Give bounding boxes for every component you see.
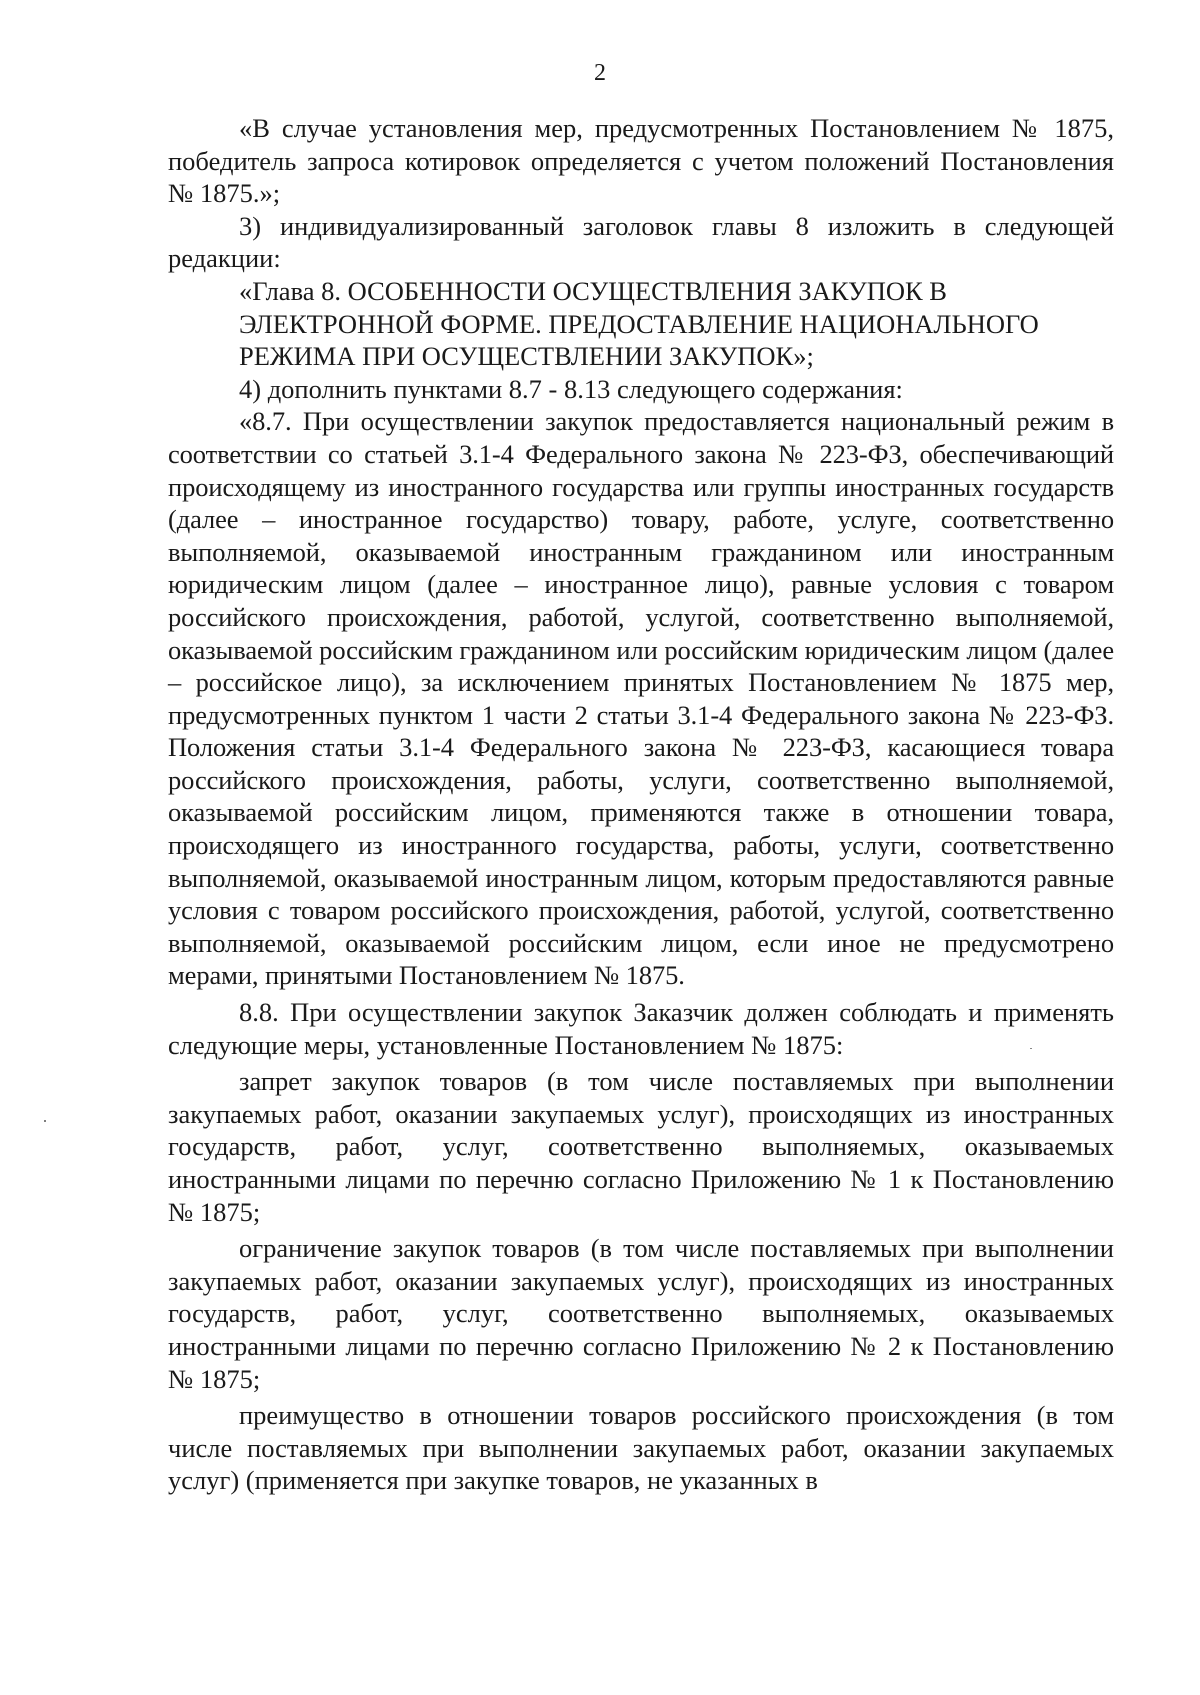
- scan-speck-right: [1030, 1048, 1032, 1049]
- document-body: [168, 112, 1114, 1497]
- paragraph-preference: преимущество в отношении товаров российского происхождения (в том числе поставляемых при выполнении закупаемых работ, оказании закупаемых услуг) (применяется при закупке товаров, не указанных в: [168, 1400, 1114, 1496]
- chapter-title-line-2: ЭЛЕКТРОННОЙ ФОРМЕ. ПРЕДОСТАВЛЕНИЕ НАЦИОНАЛЬНОГО: [239, 308, 1039, 339]
- paragraph-clause-8-8: 8.8. При осуществлении закупок Заказчик должен соблюдать и применять следующие меры, установленные Постановлением № 1875:: [168, 997, 1114, 1060]
- paragraph-restriction-list: ограничение закупок товаров (в том числе поставляемых при выполнении закупаемых работ, оказании закупаемых услуг), происходящих из иностранных государств, работ, услуг, соответственно выполняемых, оказываемых иностранными лицами по перечню согласно Приложению № 2 к Постановлению № 1875;: [168, 1233, 1114, 1394]
- paragraph-item-4: 4) дополнить пунктами 8.7 - 8.13 следующего содержания:: [239, 373, 903, 404]
- paragraph-ban-list: запрет закупок товаров (в том числе поставляемых при выполнении закупаемых работ, оказании закупаемых услуг), происходящих из иностранных государств, работ, услуг, соответственно выполняемых, оказываемых иностранными лицами по перечню согласно Приложению № 1 к Постановлению № 1875;: [168, 1066, 1114, 1227]
- chapter-title: [168, 275, 1114, 373]
- paragraph-clause-8-7: «8.7. При осуществлении закупок предоставляется национальный режим в соответствии со статьей 3.1-4 Федерального закона № 223-ФЗ, обеспечивающий происходящему из иностранного государства или группы иностранных государств (далее – иностранное государство) товару, работе, услуге, соответственно выполняемой, оказываемой иностранным гражданином или иностранным юридическим лицом (далее – иностранное лицо), равные условия с товаром российского происхождения, работой, услугой, соответственно выполняемой, оказываемой российским гражданином или российским юридическим лицом (далее – российское лицо), за исключением принятых Постановлением № 1875 мер, предусмотренных пунктом 1 части 2 статьи 3.1-4 Федерального закона № 223-ФЗ. Положения статьи 3.1-4 Федерального закона № 223-ФЗ, касающиеся товара российского происхождения, работы, услуги, соответственно выполняемой, оказываемой российским лицом, применяются также в отношении товара, происходящего из иностранного государства, работы, услуги, соответственно выполняемой, оказываемой иностранным лицом, которым предоставляются равные условия с товаром российского происхождения, работой, услугой, соответственно выполняемой, оказываемой российским лицом, если иное не предусмотрено мерами, принятыми Постановлением № 1875.: [168, 406, 1114, 991]
- paragraph-quote-closing: «В случае установления мер, предусмотренных Постановлением № 1875, победитель запроса котировок определяется с учетом положений Постановления № 1875.»;: [168, 113, 1114, 209]
- paragraph-item-3: 3) индивидуализированный заголовок главы 8 изложить в следующей редакции:: [168, 210, 1114, 274]
- chapter-title-line-3: РЕЖИМА ПРИ ОСУЩЕСТВЛЕНИИ ЗАКУПОК»;: [239, 341, 814, 372]
- scan-speck-left: [44, 1120, 46, 1122]
- page-number: 2: [594, 60, 606, 86]
- chapter-title-line-1: «Глава 8. ОСОБЕННОСТИ ОСУЩЕСТВЛЕНИЯ ЗАКУПОК В: [239, 275, 947, 306]
